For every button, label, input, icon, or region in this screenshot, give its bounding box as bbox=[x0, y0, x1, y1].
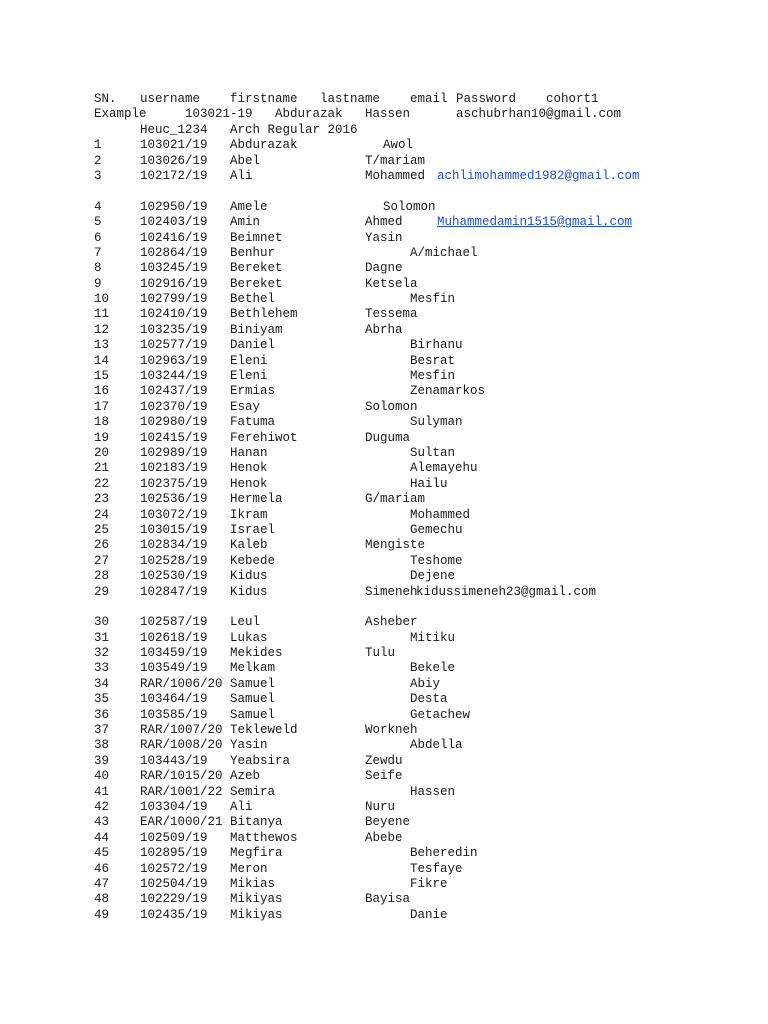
row-firstname: Israel bbox=[230, 522, 276, 537]
row-firstname: Melkam bbox=[230, 661, 276, 676]
row-username: 103459/19 bbox=[140, 646, 208, 661]
row-username: 102229/19 bbox=[140, 892, 208, 907]
row-lastname: Dejene bbox=[410, 569, 456, 584]
row-firstname: Azeb bbox=[230, 769, 261, 784]
row-username: 102950/19 bbox=[140, 199, 208, 214]
row-sn: 30 bbox=[94, 615, 110, 630]
row-firstname: Samuel bbox=[230, 692, 276, 707]
row-firstname: Eleni bbox=[230, 369, 268, 384]
row-firstname: Megfira bbox=[230, 846, 283, 861]
row-username: 103015/19 bbox=[140, 522, 208, 537]
row-firstname: Benhur bbox=[230, 245, 276, 260]
row-lastname: Yasin bbox=[365, 230, 403, 245]
row-sn: 5 bbox=[94, 215, 102, 230]
table-row bbox=[94, 585, 734, 600]
row-lastname: Zenamarkos bbox=[410, 384, 486, 399]
row-email: kidussimeneh23@gmail.com bbox=[416, 584, 597, 599]
row-lastname: Bekele bbox=[410, 661, 456, 676]
row-lastname: Mohammed bbox=[410, 507, 471, 522]
row-sn: 44 bbox=[94, 830, 110, 845]
header-firstname: firstname bbox=[230, 92, 298, 106]
row-username: 103245/19 bbox=[140, 261, 208, 276]
row-firstname: Eleni bbox=[230, 353, 268, 368]
row-sn: 29 bbox=[94, 584, 110, 599]
blank-row bbox=[94, 184, 734, 199]
row-lastname: Abrha bbox=[365, 322, 403, 337]
row-username: 102509/19 bbox=[140, 830, 208, 845]
row-sn: 31 bbox=[94, 630, 110, 645]
row-firstname: Bethel bbox=[230, 292, 276, 307]
row-firstname: Leul bbox=[230, 615, 261, 630]
row-sn: 39 bbox=[94, 753, 110, 768]
row-sn: 21 bbox=[94, 461, 110, 476]
table-row bbox=[94, 292, 734, 307]
table-row bbox=[94, 369, 734, 384]
row-sn: 7 bbox=[94, 245, 102, 260]
row-username: 102587/19 bbox=[140, 615, 208, 630]
row-lastname: Mengiste bbox=[365, 538, 426, 553]
table-row bbox=[94, 338, 734, 353]
student-rows bbox=[94, 138, 734, 923]
row-lastname: Tessema bbox=[365, 307, 418, 322]
table-row bbox=[94, 492, 734, 507]
row-sn: 33 bbox=[94, 661, 110, 676]
row-firstname: Mikiyas bbox=[230, 892, 283, 907]
table-row bbox=[94, 785, 734, 800]
row-username: 102963/19 bbox=[140, 353, 208, 368]
header-username: username bbox=[140, 92, 201, 106]
row-sn: 20 bbox=[94, 445, 110, 460]
row-firstname: Beimnet bbox=[230, 230, 283, 245]
row-sn: 26 bbox=[94, 538, 110, 553]
row-lastname: Abiy bbox=[410, 676, 441, 691]
table-row bbox=[94, 846, 734, 861]
row-sn: 28 bbox=[94, 569, 110, 584]
table-row bbox=[94, 692, 734, 707]
row-sn: 6 bbox=[94, 230, 102, 245]
row-lastname: Mitiku bbox=[410, 630, 456, 645]
header-sn: SN. bbox=[94, 92, 117, 106]
row-username: 102577/19 bbox=[140, 338, 208, 353]
table-row bbox=[94, 800, 734, 815]
row-lastname: Ketsela bbox=[365, 276, 418, 291]
row-firstname: Abdurazak bbox=[230, 138, 298, 153]
blank-row bbox=[94, 600, 734, 615]
table-row bbox=[94, 569, 734, 584]
row-firstname: Samuel bbox=[230, 707, 276, 722]
row-username: 102530/19 bbox=[140, 569, 208, 584]
row-firstname: Ali bbox=[230, 168, 253, 183]
table-row bbox=[94, 169, 734, 184]
row-firstname: Lukas bbox=[230, 630, 268, 645]
row-lastname: Awol bbox=[383, 138, 414, 153]
row-lastname: G/mariam bbox=[365, 492, 426, 507]
row-username: 103464/19 bbox=[140, 692, 208, 707]
row-lastname: Hailu bbox=[410, 476, 448, 491]
table-row bbox=[94, 508, 734, 523]
row-sn: 2 bbox=[94, 153, 102, 168]
row-firstname: Daniel bbox=[230, 338, 276, 353]
example-username: 103021-19 bbox=[185, 107, 253, 122]
student-list bbox=[94, 92, 734, 923]
row-username: 102504/19 bbox=[140, 876, 208, 891]
row-sn: 34 bbox=[94, 676, 110, 691]
table-row bbox=[94, 908, 734, 923]
table-row bbox=[94, 477, 734, 492]
row-username: 102435/19 bbox=[140, 907, 208, 922]
row-sn: 37 bbox=[94, 723, 110, 738]
row-firstname: Bitanya bbox=[230, 815, 283, 830]
row-lastname: Birhanu bbox=[410, 338, 463, 353]
table-row bbox=[94, 307, 734, 322]
row-lastname: Teshome bbox=[410, 553, 463, 568]
table-row bbox=[94, 677, 734, 692]
row-username: RAR/1001/22 bbox=[140, 784, 223, 799]
row-sn: 3 bbox=[94, 168, 102, 183]
row-username: 103549/19 bbox=[140, 661, 208, 676]
row-sn: 19 bbox=[94, 430, 110, 445]
row-sn: 11 bbox=[94, 307, 110, 322]
row-lastname: Danie bbox=[410, 907, 448, 922]
row-sn: 49 bbox=[94, 907, 110, 922]
table-row bbox=[94, 446, 734, 461]
row-sn: 46 bbox=[94, 861, 110, 876]
row-firstname: Kebede bbox=[230, 553, 276, 568]
row-lastname: Fikre bbox=[410, 876, 448, 891]
row-firstname: Bereket bbox=[230, 276, 283, 291]
row-username: 102172/19 bbox=[140, 168, 208, 183]
row-firstname: Kidus bbox=[230, 569, 268, 584]
row-username: 102415/19 bbox=[140, 430, 208, 445]
row-firstname: Henok bbox=[230, 476, 268, 491]
row-username: 102437/19 bbox=[140, 384, 208, 399]
row-lastname: Tesfaye bbox=[410, 861, 463, 876]
row-lastname: Simeneh bbox=[365, 584, 418, 599]
row-username: 102370/19 bbox=[140, 399, 208, 414]
row-firstname: Esay bbox=[230, 399, 261, 414]
row-lastname: Zewdu bbox=[365, 753, 403, 768]
row-username: 103304/19 bbox=[140, 799, 208, 814]
row-sn: 4 bbox=[94, 199, 102, 214]
row-lastname: Gemechu bbox=[410, 522, 463, 537]
row-email: achlimohammed1982@gmail.com bbox=[437, 168, 640, 183]
row-lastname: Workneh bbox=[365, 723, 418, 738]
row-firstname: Mekides bbox=[230, 646, 283, 661]
row-sn: 24 bbox=[94, 507, 110, 522]
row-sn: 16 bbox=[94, 384, 110, 399]
row-lastname: Dagne bbox=[365, 261, 403, 276]
row-lastname: Desta bbox=[410, 692, 448, 707]
row-lastname: Hassen bbox=[410, 784, 456, 799]
row-sn: 17 bbox=[94, 399, 110, 414]
row-firstname: Abel bbox=[230, 153, 261, 168]
row-firstname: Ferehiwot bbox=[230, 430, 298, 445]
table-row bbox=[94, 661, 734, 676]
table-row bbox=[94, 431, 734, 446]
table-row bbox=[94, 246, 734, 261]
row-username: 102989/19 bbox=[140, 445, 208, 460]
row-sn: 25 bbox=[94, 522, 110, 537]
row-username: 103026/19 bbox=[140, 153, 208, 168]
table-row bbox=[94, 877, 734, 892]
table-row bbox=[94, 769, 734, 784]
row-firstname: Henok bbox=[230, 461, 268, 476]
row-sn: 35 bbox=[94, 692, 110, 707]
table-row bbox=[94, 154, 734, 169]
row-firstname: Kaleb bbox=[230, 538, 268, 553]
row-username: 102847/19 bbox=[140, 584, 208, 599]
example-email: aschubrhan10@gmail.com bbox=[456, 107, 622, 122]
row-username: 102403/19 bbox=[140, 215, 208, 230]
row-lastname: Beyene bbox=[365, 815, 411, 830]
example-lastname: Hassen bbox=[365, 107, 411, 122]
table-row bbox=[94, 862, 734, 877]
header-password: Password bbox=[456, 92, 517, 106]
row-username: RAR/1007/20 bbox=[140, 723, 223, 738]
header-row bbox=[94, 92, 734, 107]
table-row bbox=[94, 708, 734, 723]
row-sn: 14 bbox=[94, 353, 110, 368]
row-sn: 41 bbox=[94, 784, 110, 799]
row-lastname: Getachew bbox=[410, 707, 471, 722]
table-row bbox=[94, 646, 734, 661]
row-sn: 8 bbox=[94, 261, 102, 276]
table-row bbox=[94, 615, 734, 630]
row-sn: 40 bbox=[94, 769, 110, 784]
row-lastname: Tulu bbox=[365, 646, 396, 661]
table-row bbox=[94, 554, 734, 569]
row-firstname: Semira bbox=[230, 784, 276, 799]
row-lastname: Bayisa bbox=[365, 892, 411, 907]
row-firstname: Ermias bbox=[230, 384, 276, 399]
header-email: email bbox=[410, 92, 448, 106]
row-lastname: Duguma bbox=[365, 430, 411, 445]
row-lastname: Ahmed bbox=[365, 215, 403, 230]
row-lastname: Nuru bbox=[365, 799, 396, 814]
row-username: 102528/19 bbox=[140, 553, 208, 568]
row-firstname: Bethlehem bbox=[230, 307, 298, 322]
row-username: RAR/1008/20 bbox=[140, 738, 223, 753]
row-username: 102895/19 bbox=[140, 846, 208, 861]
row-sn: 10 bbox=[94, 292, 110, 307]
row-username: EAR/1000/21 bbox=[140, 815, 223, 830]
row-sn: 9 bbox=[94, 276, 102, 291]
row-lastname: Seife bbox=[365, 769, 403, 784]
header-lastname: lastname bbox=[320, 92, 381, 106]
table-row bbox=[94, 231, 734, 246]
row-sn: 18 bbox=[94, 415, 110, 430]
row-firstname: Fatuma bbox=[230, 415, 276, 430]
row-username: 102916/19 bbox=[140, 276, 208, 291]
example-label: Example bbox=[94, 107, 147, 122]
row-lastname: Mohammed bbox=[365, 168, 426, 183]
row-firstname: Ali bbox=[230, 799, 253, 814]
example-firstname: Abdurazak bbox=[275, 107, 343, 122]
row-username: 102416/19 bbox=[140, 230, 208, 245]
table-row bbox=[94, 723, 734, 738]
row-sn: 15 bbox=[94, 369, 110, 384]
row-firstname: Kidus bbox=[230, 584, 268, 599]
table-row bbox=[94, 631, 734, 646]
table-row bbox=[94, 461, 734, 476]
table-row bbox=[94, 354, 734, 369]
row-lastname: Abdella bbox=[410, 738, 463, 753]
row-lastname: A/michael bbox=[410, 245, 478, 260]
row-firstname: Hermela bbox=[230, 492, 283, 507]
row-firstname: Amele bbox=[230, 199, 268, 214]
table-row bbox=[94, 523, 734, 538]
row-firstname: Tekleweld bbox=[230, 723, 298, 738]
row-lastname: Besrat bbox=[410, 353, 456, 368]
row-lastname: Abebe bbox=[365, 830, 403, 845]
row-username: 102980/19 bbox=[140, 415, 208, 430]
row-lastname: Solomon bbox=[365, 399, 418, 414]
row-username: 102618/19 bbox=[140, 630, 208, 645]
row-sn: 48 bbox=[94, 892, 110, 907]
row-lastname: Mesfin bbox=[410, 369, 456, 384]
row-sn: 13 bbox=[94, 338, 110, 353]
row-username: 102799/19 bbox=[140, 292, 208, 307]
row-firstname: Yeabsira bbox=[230, 753, 291, 768]
row-lastname: Asheber bbox=[365, 615, 418, 630]
row-username: 103585/19 bbox=[140, 707, 208, 722]
row-lastname: T/mariam bbox=[365, 153, 426, 168]
row-username: RAR/1006/20 bbox=[140, 676, 223, 691]
example-password: Heuc_1234 bbox=[140, 122, 208, 137]
table-row bbox=[94, 538, 734, 553]
row-lastname: Alemayehu bbox=[410, 461, 478, 476]
table-row bbox=[94, 738, 734, 753]
row-sn: 23 bbox=[94, 492, 110, 507]
table-row bbox=[94, 754, 734, 769]
example-row bbox=[94, 107, 734, 122]
row-firstname: Yasin bbox=[230, 738, 268, 753]
row-firstname: Amin bbox=[230, 215, 261, 230]
table-row bbox=[94, 400, 734, 415]
table-row bbox=[94, 415, 734, 430]
row-lastname: Solomon bbox=[383, 199, 436, 214]
table-row bbox=[94, 815, 734, 830]
row-sn: 43 bbox=[94, 815, 110, 830]
row-lastname: Sultan bbox=[410, 445, 456, 460]
row-sn: 32 bbox=[94, 646, 110, 661]
row-sn: 38 bbox=[94, 738, 110, 753]
row-lastname: Mesfin bbox=[410, 292, 456, 307]
row-sn: 45 bbox=[94, 846, 110, 861]
row-username: 103443/19 bbox=[140, 753, 208, 768]
table-row bbox=[94, 138, 734, 153]
table-row bbox=[94, 215, 734, 230]
row-username: 102572/19 bbox=[140, 861, 208, 876]
row-username: 103021/19 bbox=[140, 138, 208, 153]
table-row bbox=[94, 261, 734, 276]
row-firstname: Mikiyas bbox=[230, 907, 283, 922]
row-username: 102410/19 bbox=[140, 307, 208, 322]
row-sn: 27 bbox=[94, 553, 110, 568]
header-cohort: cohort1 bbox=[546, 92, 599, 106]
row-email-link[interactable]: Muhammedamin1515@gmail.com bbox=[437, 215, 633, 230]
example-row-continued bbox=[94, 123, 734, 138]
row-sn: 36 bbox=[94, 707, 110, 722]
table-row bbox=[94, 831, 734, 846]
row-firstname: Biniyam bbox=[230, 322, 283, 337]
row-sn: 1 bbox=[94, 138, 102, 153]
example-cohort: Arch Regular 2016 bbox=[230, 122, 358, 137]
row-username: 102536/19 bbox=[140, 492, 208, 507]
row-sn: 22 bbox=[94, 476, 110, 491]
row-lastname: Sulyman bbox=[410, 415, 463, 430]
row-firstname: Mikias bbox=[230, 876, 276, 891]
row-firstname: Ikram bbox=[230, 507, 268, 522]
row-username: 102375/19 bbox=[140, 476, 208, 491]
row-username: 102864/19 bbox=[140, 245, 208, 260]
row-sn: 47 bbox=[94, 876, 110, 891]
table-row bbox=[94, 277, 734, 292]
row-firstname: Samuel bbox=[230, 676, 276, 691]
row-username: RAR/1015/20 bbox=[140, 769, 223, 784]
row-sn: 12 bbox=[94, 322, 110, 337]
table-row bbox=[94, 384, 734, 399]
row-firstname: Matthewos bbox=[230, 830, 298, 845]
row-firstname: Bereket bbox=[230, 261, 283, 276]
table-row bbox=[94, 323, 734, 338]
row-sn: 42 bbox=[94, 799, 110, 814]
row-username: 103072/19 bbox=[140, 507, 208, 522]
row-username: 103244/19 bbox=[140, 369, 208, 384]
row-username: 103235/19 bbox=[140, 322, 208, 337]
row-firstname: Hanan bbox=[230, 445, 268, 460]
table-row bbox=[94, 200, 734, 215]
row-username: 102183/19 bbox=[140, 461, 208, 476]
table-row bbox=[94, 892, 734, 907]
row-firstname: Meron bbox=[230, 861, 268, 876]
row-username: 102834/19 bbox=[140, 538, 208, 553]
row-lastname: Beheredin bbox=[410, 846, 478, 861]
